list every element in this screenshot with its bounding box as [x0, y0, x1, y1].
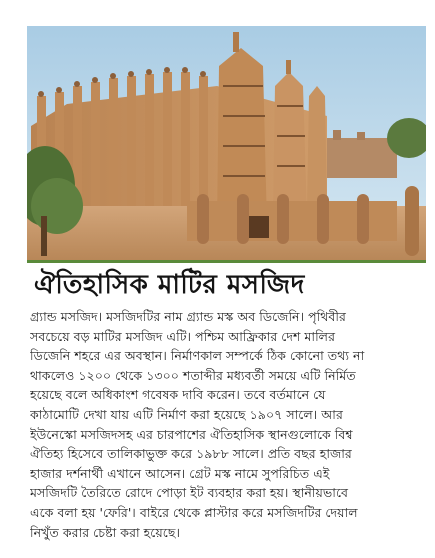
body-line: মসজিদটি তৈরিতে রোদে পোড়া ইট ব্যবহার করা হয়। স্থানীয়ভাবে — [30, 485, 349, 501]
mosque-illustration — [27, 26, 426, 260]
body-line: ডিজেনি শহরে এর অবস্থান। নির্মাণকাল সম্পর্কে ঠিক কোনো তথ্য না — [30, 348, 365, 364]
mosque-photo — [27, 26, 426, 260]
title-divider — [27, 260, 426, 263]
body-line: হয়েছে বলে অধিকাংশ গবেষক দাবি করেন। তবে বর্তমানে যে — [30, 387, 326, 403]
body-line: হাজার দর্শনার্থী এখানে আসেন। গ্রেট মস্ক নামে সুপরিচিত এই — [30, 465, 330, 481]
body-line: থাকলেও ১২০০ থেকে ১৩০০ শতাব্দীর মধ্যবর্তী সময়ে এটি নির্মিত — [30, 367, 356, 383]
body-line: গ্র্যান্ড মসজিদ। মসজিদটির নাম গ্র্যান্ড মস্ক অব ডিজেনি। পৃথিবীর — [30, 309, 346, 324]
body-line: কাঠামোটি দেখা যায় এটি নির্মাণ করা হয়েছে ১৯০৭ সালে। আর — [30, 406, 343, 422]
article-title: ঐতিহাসিক মাটির মসজিদ — [34, 270, 305, 300]
body-line: নিখুঁত করার চেষ্টা করা হয়েছে। — [30, 524, 180, 540]
body-line: ঐতিহ্য হিসেবে তালিকাভুক্ত করে ১৯৮৮ সালে। প্রতি বছর হাজার — [30, 446, 352, 462]
body-line: একে বলা হয় 'ফেরি'। বাইরে থেকে প্লাস্টার করে মসজিদটির দেয়াল — [30, 504, 358, 520]
body-line: সবচেয়ে বড় মাটির মসজিদ এটি। পশ্চিম আফ্রিকার দেশ মালির — [30, 328, 335, 344]
article-body — [30, 307, 426, 542]
body-line: ইউনেস্কো মসজিদসহ এর চারপাশের ঐতিহাসিক স্থানগুলোকে বিশ্ব — [30, 426, 353, 442]
